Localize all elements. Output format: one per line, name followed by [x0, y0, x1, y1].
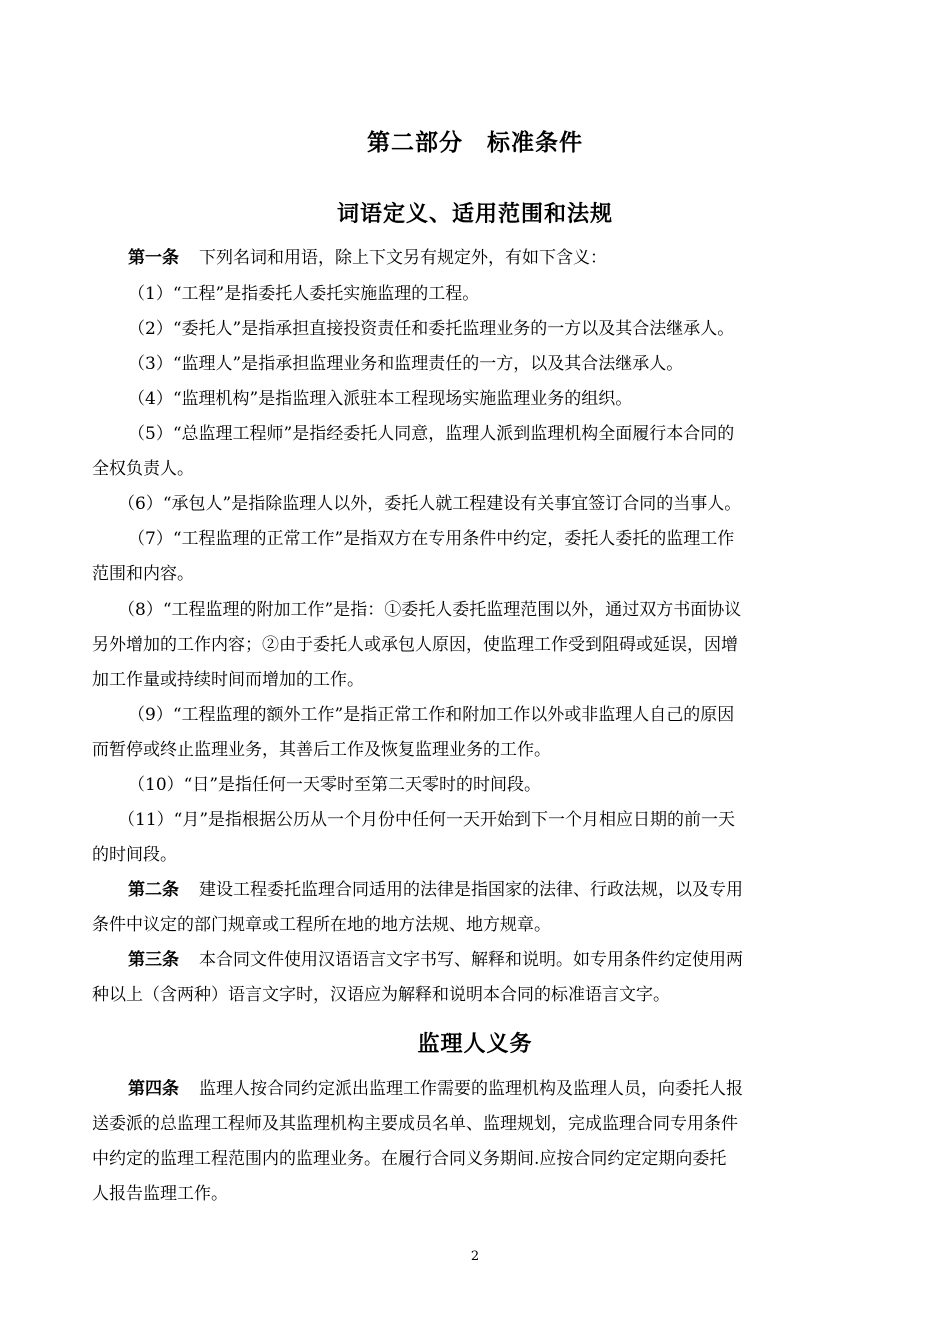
definition-11-line-1: （11）“月”是指根据公历从一个月份中任何一天开始到下一个月相应日期的前一天: [118, 810, 736, 830]
definition-8-line-2: 另外增加的工作内容；②由于委托人或承包人原因，使监理工作受到阻碍或延误，因增: [92, 635, 738, 655]
definition-9-line-1: （9）“工程监理的额外工作”是指正常工作和附加工作以外或非监理人自己的原因: [128, 705, 735, 725]
article-1-text: 下列名词和用语，除上下文另有规定外，有如下含义：: [199, 248, 607, 268]
article-2-label: 第二条: [128, 880, 179, 900]
definition-8-line-1: （8）“工程监理的附加工作”是指：①委托人委托监理范围以外，通过双方书面协议: [118, 600, 742, 620]
definition-1: （1）“工程”是指委托人委托实施监理的工程。: [128, 284, 480, 304]
definition-9-line-2: 而暂停或终止监理业务，其善后工作及恢复监理业务的工作。: [92, 740, 551, 760]
article-2-line-2: 条件中议定的部门规章或工程所在地的地方法规、地方规章。: [92, 915, 551, 935]
article-3-line-1: [128, 948, 743, 972]
definition-6: （6）“承包人”是指除监理人以外，委托人就工程建设有关事宜签订合同的当事人。: [118, 494, 742, 514]
article-4-line-2: 送委派的总监理工程师及其监理机构主要成员名单、监理规划，完成监理合同专用条件: [92, 1114, 738, 1134]
article-4-line-3: 中约定的监理工程范围内的监理业务。在履行合同义务期间.应按合同约定定期向委托: [92, 1149, 727, 1169]
article-1: [128, 246, 607, 270]
article-1-label: 第一条: [128, 248, 179, 268]
definition-3: （3）“监理人”是指承担监理业务和监理责任的一方，以及其合法继承人。: [128, 354, 684, 374]
page-number: 2: [470, 1249, 480, 1264]
definition-2: （2）“委托人”是指承担直接投资责任和委托监理业务的一方以及其合法继承人。: [128, 319, 735, 339]
definition-4: （4）“监理机构”是指监理入派驻本工程现场实施监理业务的组织。: [128, 389, 633, 409]
definition-7-line-2: 范围和内容。: [92, 564, 194, 584]
article-2-line-1: [128, 878, 743, 902]
article-4-text: 监理人按合同约定派出监理工作需要的监理机构及监理人员，向委托人报: [199, 1079, 743, 1099]
article-4-line-4: 人报告监理工作。: [92, 1184, 228, 1204]
article-4-label: 第四条: [128, 1079, 179, 1099]
article-3-label: 第三条: [128, 950, 179, 970]
definition-8-line-3: 加工作量或持续时间而增加的工作。: [92, 670, 364, 690]
article-3-text: 本合同文件使用汉语语言文字书写、解释和说明。如专用条件约定使用两: [199, 950, 743, 970]
article-3-line-2: 种以上（含两种）语言文字时，汉语应为解释和说明本合同的标准语言文字。: [92, 985, 670, 1005]
definition-7-line-1: （7）“工程监理的正常工作”是指双方在专用条件中约定，委托人委托的监理工作: [128, 529, 735, 549]
article-2-text: 建设工程委托监理合同适用的法律是指国家的法律、行政法规，以及专用: [199, 880, 743, 900]
section-title-supervisor-obligations: 监理人义务: [417, 1031, 533, 1057]
definition-10: （10）“日”是指任何一天零时至第二天零时的时间段。: [128, 775, 542, 795]
section-title-definitions: 词语定义、适用范围和法规: [336, 201, 613, 227]
definition-5-line-2: 全权负责人。: [92, 459, 194, 479]
definition-11-line-2: 的时间段。: [92, 845, 177, 865]
definition-5-line-1: （5）“总监理工程师”是指经委托人同意，监理人派到监理机构全面履行本合同的: [128, 424, 735, 444]
article-4-line-1: [128, 1077, 743, 1101]
part-title: 第二部分 标准条件: [367, 129, 583, 156]
